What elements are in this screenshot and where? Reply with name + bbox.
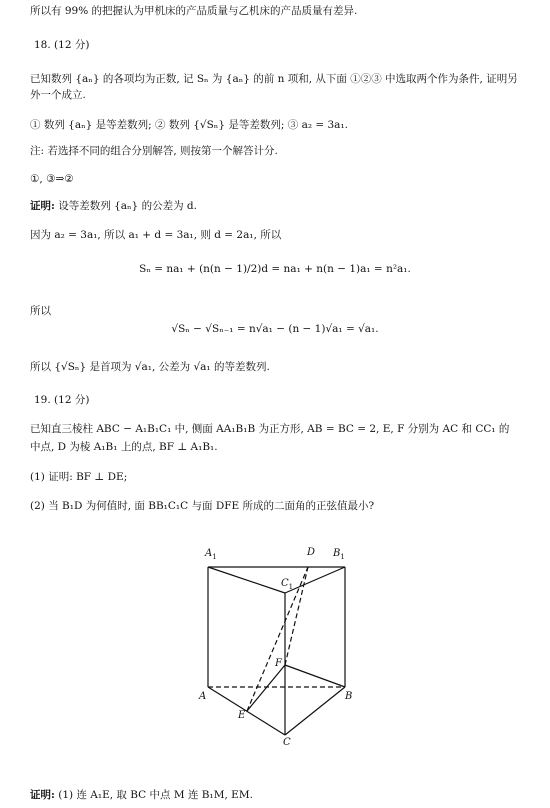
label-e: E	[238, 710, 246, 721]
label-d: D	[307, 547, 316, 558]
segment-f-b	[285, 665, 345, 687]
prism-figure	[195, 545, 365, 755]
segment-f-e	[247, 665, 285, 711]
label-a1: $A_1$	[205, 548, 217, 561]
q19-question-1: (1) 证明: BF ⊥ DE;	[30, 471, 128, 483]
q18-problem-line-2: 外一个成立.	[30, 89, 86, 101]
q18-heading: 18. (12 分)	[34, 39, 90, 51]
q18-proof-label: 证明:	[30, 200, 55, 212]
label-c1: $C_1$	[281, 578, 294, 591]
q18-proof-line	[30, 199, 197, 213]
label-b: B	[345, 691, 353, 702]
q19-proof-label: 证明:	[30, 789, 55, 801]
q18-case: ①, ③⇒②	[30, 173, 74, 185]
label-c: C	[283, 737, 291, 748]
q19-problem-line-1: 已知直三棱柱 ABC − A₁B₁C₁ 中, 侧面 AA₁B₁B 为正方形, AB = BC = 2, E, F 分别为 AC 和 CC₁ 的	[30, 423, 510, 435]
q19-question-2: (2) 当 B₁D 为何值时, 面 BB₁C₁C 与面 DFE 所成的二面角的正弦值最小?	[30, 500, 375, 512]
label-f: F	[275, 658, 282, 669]
q18-problem-line-1: 已知数列 {aₙ} 的各项均为正数, 记 Sₙ 为 {aₙ} 的前 n 项和, 从下面 ①②③ 中选取两个作为条件, 证明另	[30, 73, 518, 85]
label-a: A	[199, 691, 207, 702]
q19-problem-line-2: 中点, D 为棱 A₁B₁ 上的点, BF ⊥ A₁B₁.	[30, 441, 218, 453]
edge-c-b	[285, 687, 345, 735]
q18-equation-2: √Sₙ − √Sₙ₋₁ = n√a₁ − (n − 1)√a₁ = √a₁.	[171, 323, 379, 335]
q18-note: 注: 若选择不同的组合分别解答, 则按第一个解答计分.	[30, 145, 278, 157]
q19-proof-text: (1) 连 A₁E, 取 BC 中点 M 连 B₁M, EM.	[58, 789, 253, 801]
hidden-segment-e-d	[247, 567, 308, 711]
edge-a-c	[208, 687, 285, 735]
q18-so: 所以	[30, 305, 51, 317]
q18-equation-1: Sₙ = na₁ + (n(n − 1)/2)d = na₁ + n(n − 1)a₁ = n²a₁.	[139, 263, 411, 275]
q18-conclusion: 所以 {√Sₙ} 是首项为 √a₁, 公差为 √a₁ 的等差数列.	[30, 361, 270, 373]
q18-proof-text: 设等差数列 {aₙ} 的公差为 d.	[58, 200, 197, 212]
q18-because: 因为 a₂ = 3a₁, 所以 a₁ + d = 3a₁, 则 d = 2a₁, 所以	[30, 229, 282, 241]
q18-conditions: ① 数列 {aₙ} 是等差数列; ② 数列 {√Sₙ} 是等差数列; ③ a₂ = 3a₁.	[30, 119, 348, 131]
label-b1: $B_1$	[333, 548, 345, 561]
edge-a1-c1	[208, 567, 285, 593]
prism-diagram	[195, 545, 365, 755]
q19-proof-line	[30, 788, 253, 802]
text-line-1: 所以有 99% 的把握认为甲机床的产品质量与乙机床的产品质量有差异.	[30, 5, 358, 17]
q19-heading: 19. (12 分)	[34, 394, 90, 406]
edge-c1-b1	[285, 567, 345, 593]
